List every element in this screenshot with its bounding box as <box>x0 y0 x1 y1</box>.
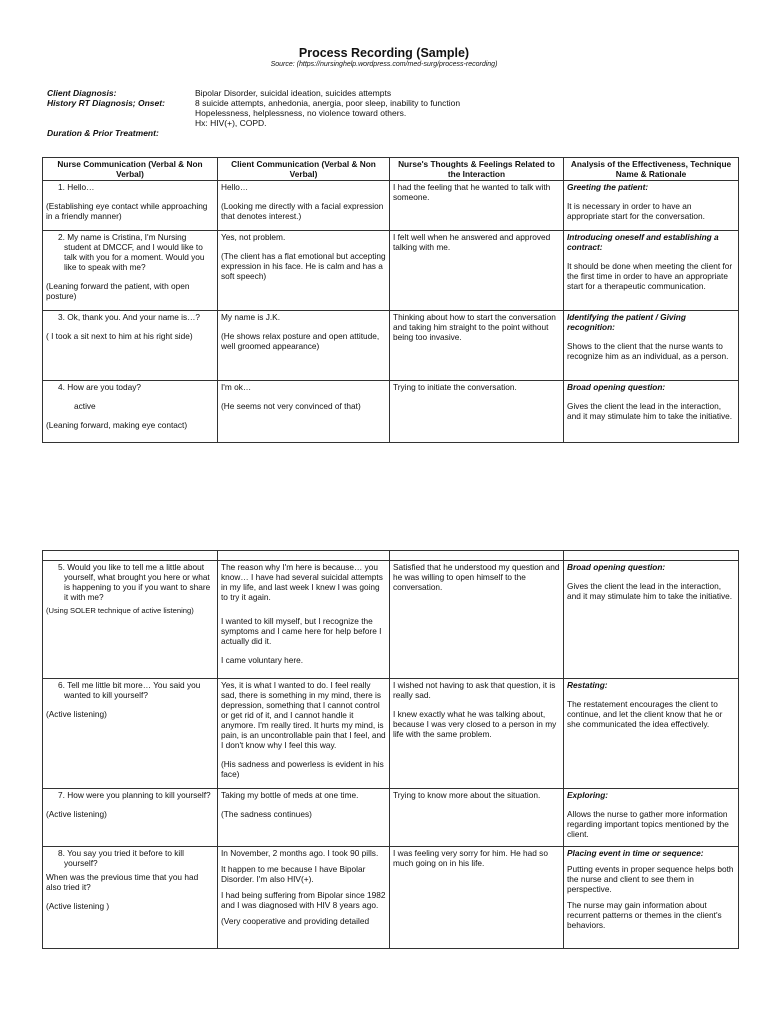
client-statement: The reason why I'm here is because… you know… I have had several suicidal attempts in my life, and last week I knew I was going to try it again. <box>221 562 383 602</box>
table-row <box>43 561 739 679</box>
analysis-cell <box>564 561 739 679</box>
header-nurse: Nurse Communication (Verbal & Non Verbal) <box>43 158 218 181</box>
nurse-thought: Satisfied that he understood my question and he was willing to open himself to the conversation. <box>393 562 560 592</box>
history-label: History RT Diagnosis; Onset: <box>47 98 165 108</box>
technique-name: Exploring: <box>567 790 609 800</box>
client-statement: It happen to me because I have Bipolar Disorder. I'm also HIV(+). <box>221 864 366 884</box>
nurse-cell <box>43 789 218 847</box>
nurse-cell <box>43 561 218 679</box>
client-cell <box>218 381 390 443</box>
thoughts-cell <box>390 789 564 847</box>
technique-rationale: The restatement encourages the client to continue, and let the client know that he or she communicated the idea effectively. <box>567 699 723 729</box>
table-header-row-empty <box>43 551 739 561</box>
technique-name: Restating: <box>567 680 608 690</box>
client-statement: Hello… <box>221 182 249 192</box>
history-line-1: 8 suicide attempts, anhedonia, anergia, poor sleep, inability to function <box>195 98 461 108</box>
technique-name: Placing event in time or sequence: <box>567 848 704 858</box>
nurse-thought: Trying to know more about the situation. <box>393 790 541 800</box>
technique-rationale: The nurse may gain information about recurrent patterns or themes in the client's behaviors. <box>567 900 722 930</box>
client-statement: I had being suffering from Bipolar since 1982 and I was diagnosed with HIV 8 years ago. <box>221 890 386 910</box>
duration-label: Duration & Prior Treatment: <box>47 128 159 138</box>
nurse-statement: 2. My name is Cristina, I'm Nursing student at DMCCF, and I would like to talk with you for a moment. Would you like to speak with me? <box>58 232 205 272</box>
thoughts-cell <box>390 181 564 231</box>
analysis-cell <box>564 231 739 311</box>
table-row <box>43 381 739 443</box>
page-title: Process Recording (Sample) <box>298 46 470 60</box>
thoughts-cell <box>390 381 564 443</box>
client-nonverbal: (He shows relax posture and open attitude, well groomed appearance) <box>221 331 380 351</box>
nurse-question: When was the previous time that you had also tried it? <box>46 872 199 892</box>
source-citation: Source: (https://nursinghelp.wordpress.com/med-surg/process-recording) <box>270 61 498 68</box>
nurse-cell <box>43 381 218 443</box>
client-nonverbal: (His sadness and powerless is evident in his face) <box>221 759 384 779</box>
nurse-thought: I knew exactly what he was talking about, because I was very closed to a person in my life with the same problem. <box>393 709 557 739</box>
client-statement: I came voluntary here. <box>221 655 304 665</box>
technique-rationale: Gives the client the lead in the interaction, and it may stimulate him to take the initiative. <box>567 581 733 601</box>
nurse-thought: I was feeling very sorry for him. He had so much going on in his life. <box>393 848 548 868</box>
process-recording-table-1 <box>42 157 739 443</box>
nurse-statement: 3. Ok, thank you. And your name is…? <box>58 312 201 322</box>
analysis-cell <box>564 679 739 789</box>
nurse-nonverbal: (Active listening) <box>46 709 107 719</box>
client-nonverbal: (The client has a flat emotional but accepting expression in his face. He is calm and has a soft speech) <box>221 251 386 281</box>
analysis-cell <box>564 311 739 381</box>
nurse-nonverbal: (Leaning forward, making eye contact) <box>46 420 188 430</box>
nurse-thought: Trying to initiate the conversation. <box>393 382 517 392</box>
analysis-cell <box>564 789 739 847</box>
technique-name: Greeting the patient: <box>567 182 649 192</box>
client-cell <box>218 679 390 789</box>
client-statement: I wanted to kill myself, but I recognize the symptoms and I came here for help before I actually did it. <box>221 616 382 646</box>
nurse-cell <box>43 181 218 231</box>
client-cell <box>218 561 390 679</box>
client-nonverbal: (The sadness continues) <box>221 809 312 819</box>
nurse-statement: 8. You say you tried it before to kill yourself? <box>58 848 184 868</box>
client-statement: In November, 2 months ago. I took 90 pills. <box>221 848 379 858</box>
client-nonverbal: (Looking me directly with a facial expression that denotes interest.) <box>221 201 384 221</box>
technique-name: Introducing oneself and establishing a contract: <box>567 232 719 252</box>
technique-name: Broad opening question: <box>567 382 666 392</box>
client-statement: My name is J.K. <box>221 312 281 322</box>
header-thoughts: Nurse's Thoughts & Feelings Related to the Interaction <box>390 158 564 181</box>
table-row <box>43 847 739 949</box>
nurse-statement: 1. Hello… <box>58 182 95 192</box>
nurse-thought: I wished not having to ask that question, it is really sad. <box>393 680 556 700</box>
client-cell <box>218 847 390 949</box>
table-row <box>43 789 739 847</box>
nurse-cell <box>43 679 218 789</box>
history-line-2: Hopelessness, helplessness, no violence toward others. <box>195 108 407 118</box>
client-statement: Taking my bottle of meds at one time. <box>221 790 359 800</box>
client-statement: Yes, it is what I wanted to do. I feel really sad, there is something in my mind, there is depression, something that I cannot control or get rid of it, and I cannot handle it anymore. I'm really tired. It hurts my mind, is pain, is an uncontrollable pain that I feel, and I don't know why I feel this way. <box>221 680 386 750</box>
table-row <box>43 311 739 381</box>
client-cell <box>218 311 390 381</box>
client-statement: Yes, not problem. <box>221 232 286 242</box>
thoughts-cell <box>390 679 564 789</box>
thoughts-cell <box>390 231 564 311</box>
analysis-cell <box>564 847 739 949</box>
client-diagnosis-label: Client Diagnosis: <box>47 88 117 98</box>
client-statement: I'm ok… <box>221 382 252 392</box>
technique-rationale: Gives the client the lead in the interaction, and it may stimulate him to take the initiative. <box>567 401 733 421</box>
thoughts-cell <box>390 847 564 949</box>
nurse-cell <box>43 847 218 949</box>
nurse-note: active <box>74 401 96 411</box>
client-cell <box>218 181 390 231</box>
nurse-nonverbal: (Active listening ) <box>46 901 110 911</box>
technique-rationale: It should be done when meeting the client for the first time in order to have an appropriate start for a therapeutic communication. <box>567 261 733 291</box>
nurse-nonverbal: (Active listening) <box>46 809 107 819</box>
nurse-statement: 7. How were you planning to kill yourself? <box>58 790 211 800</box>
client-cell <box>218 789 390 847</box>
client-cell <box>218 231 390 311</box>
header-analysis: Analysis of the Effectiveness, Technique Name & Rationale <box>564 158 739 181</box>
technique-name: Broad opening question: <box>567 562 666 572</box>
analysis-cell <box>564 381 739 443</box>
technique-rationale: Putting events in proper sequence helps both the nurse and client to see them in perspective. <box>567 864 734 894</box>
thoughts-cell <box>390 561 564 679</box>
thoughts-cell <box>390 311 564 381</box>
technique-rationale: Shows to the client that the nurse wants to recognize him as an individual, as a person. <box>567 341 729 361</box>
table-row <box>43 231 739 311</box>
technique-rationale: Allows the nurse to gather more information regarding important topics mentioned by the client. <box>567 809 729 839</box>
client-diagnosis-value: Bipolar Disorder, suicidal ideation, suicides attempts <box>195 88 392 98</box>
nurse-cell <box>43 311 218 381</box>
nurse-nonverbal: (Leaning forward the patient, with open posture) <box>46 281 190 301</box>
nurse-thought: Thinking about how to start the conversation and taking him straight to the point without being too invasive. <box>393 312 556 342</box>
nurse-thought: I had the feeling that he wanted to talk with someone. <box>393 182 551 202</box>
client-nonverbal: (He seems not very convinced of that) <box>221 401 361 411</box>
analysis-cell <box>564 181 739 231</box>
client-nonverbal: (Very cooperative and providing detailed <box>221 916 370 926</box>
nurse-nonverbal: (Establishing eye contact while approaching in a friendly manner) <box>46 201 208 221</box>
header-client: Client Communication (Verbal & Non Verbal) <box>218 158 390 181</box>
nurse-cell <box>43 231 218 311</box>
nurse-statement: 5. Would you like to tell me a little about yourself, what brought you here or what is happening to you if you want to share it with me? <box>58 562 211 602</box>
technique-rationale: It is necessary in order to have an appropriate start for the conversation. <box>567 201 705 221</box>
table-row <box>43 181 739 231</box>
process-recording-table-2 <box>42 550 739 949</box>
history-line-3: Hx: HIV(+), COPD. <box>195 118 267 128</box>
nurse-nonverbal: (Using SOLER technique of active listening) <box>46 606 194 615</box>
nurse-thought: I felt well when he answered and approved talking with me. <box>393 232 551 252</box>
nurse-statement: 6. Tell me little bit more… You said you wanted to kill yourself? <box>58 680 201 700</box>
table-header-row <box>43 158 739 181</box>
technique-name: Identifying the patient / Giving recognition: <box>567 312 686 332</box>
nurse-statement: 4. How are you today? <box>58 382 142 392</box>
nurse-nonverbal: ( I took a sit next to him at his right side) <box>46 331 193 341</box>
table-row <box>43 679 739 789</box>
